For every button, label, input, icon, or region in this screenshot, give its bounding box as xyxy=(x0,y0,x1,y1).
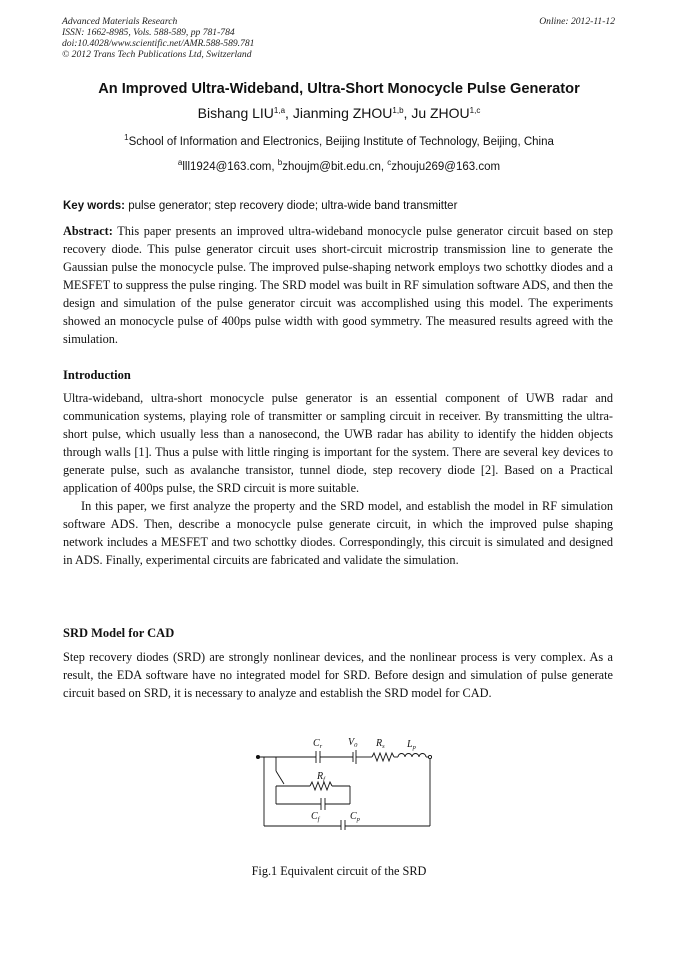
email-address[interactable]: zhoujm@bit.edu.cn xyxy=(282,161,381,173)
rs-label: $R_s$ xyxy=(376,738,385,750)
paper-title: An Improved Ultra-Wideband, Ultra-Short Monocycle Pulse Generator xyxy=(98,81,580,97)
author-sup: 1,c xyxy=(469,106,481,115)
rf-resistor xyxy=(310,782,332,790)
email-sup: a xyxy=(177,158,183,167)
email-sup: b xyxy=(277,158,283,167)
affiliation-text: School of Information and Electronics, Beijing Institute of Technology, Beijing, China xyxy=(128,136,554,148)
journal-name: Advanced Materials Research xyxy=(62,16,178,27)
author-sup: 1,b xyxy=(392,106,404,115)
rs-resistor xyxy=(372,753,394,761)
author-name: Jianming ZHOU xyxy=(292,105,393,121)
keywords xyxy=(63,200,457,212)
email-sup: c xyxy=(387,158,392,167)
abstract xyxy=(63,222,613,348)
cr-label: $C_r$ xyxy=(313,738,323,750)
online-date: Online: 2012-11-12 xyxy=(539,16,615,27)
rf-label: $R_f$ xyxy=(317,771,325,783)
issn: ISSN: 1662-8985, Vols. 588-589, pp 781-784 xyxy=(62,27,235,38)
author-name: Ju ZHOU xyxy=(411,105,470,121)
switch-blade xyxy=(276,771,284,784)
author-sup: 1,a xyxy=(273,106,286,115)
copyright: © 2012 Trans Tech Publications Ltd, Switzerland xyxy=(62,49,252,60)
right-terminal xyxy=(428,755,431,758)
keywords-text: pulse generator; step recovery diode; ultra-wide band transmitter xyxy=(128,200,458,212)
srd-equivalent-circuit xyxy=(240,730,450,830)
srd-heading: SRD Model for CAD xyxy=(63,626,175,640)
author-list: Bishang LIU$^{1,a}$, Jianming ZHOU$^{1,b}$, Ju ZHOU$^{1,c}$ xyxy=(197,105,481,121)
introduction-paragraph-2: In this paper, we first analyze the property and the SRD model, and establish the model in RF simulation software ADS. Then, describe a monocycle pulse generate circuit, in which the improved pulse shaping network includes a MESFET and two schottky diodes. Correspondingly, this circuit is simulated and designed in ADS. Finally, experimental circuits are fabricated and validate the simulation. xyxy=(63,499,613,567)
email-list: $^a$lll1924@163.com, $^b$zhoujm@bit.edu.cn, $^c$zhouju269@163.com xyxy=(177,158,501,173)
introduction-body xyxy=(63,389,613,569)
email-address[interactable]: zhouju269@163.com xyxy=(391,161,501,173)
affiliation xyxy=(40,133,638,148)
figure-caption: Fig.1 Equivalent circuit of the SRD xyxy=(251,864,427,878)
abstract-text: This paper presents an improved ultra-wideband monocycle pulse generator circuit based on step recovery diode. This pulse generator circuit uses short-circuit microstrip transmission line to generate the Gaussian pulse the monocycle pulse. The improved pulse-shaping network employs two schottky diodes and a MESFET to suppress the pulse ringing. The SRD model was built in RF simulation software ADS, and then the design and simulation of the pulse generator circuit was accomplished using this model. The experiments showed an monocycle pulse of 400ps pulse width with good symmetry. The measured results agreed with the simulation. xyxy=(63,224,613,346)
left-terminal xyxy=(256,755,259,758)
cf-label: $C_f$ xyxy=(311,811,320,823)
lp-inductor xyxy=(398,754,426,758)
abstract-label: Abstract: xyxy=(63,224,113,238)
journal-meta xyxy=(62,16,254,60)
srd-body xyxy=(63,648,613,702)
author-name: Bishang LIU xyxy=(197,105,274,121)
keywords-label: Key words: xyxy=(63,200,125,212)
introduction-paragraph-1: Ultra-wideband, ultra-short monocycle pulse generator is an essential component of UWB radar and communication systems, playing role of transmitter or sampling circuit in receiver. By transmitting the ultra-short pulse, which usually less than a nanosecond, the UWB radar has ability to identify the hidden objects through walls [1]. Thus a pulse with little ringing is important for the system. There are several key devices to generate pulse, such as avalanche transistor, tunnel diode, step recovery diode [2]. Based on a Practical application of 400ps pulse, the SRD circuit is more suitable. xyxy=(63,391,613,495)
affiliation-sup: 1 xyxy=(124,133,129,142)
lp-label: $L_p$ xyxy=(407,739,416,751)
introduction-heading: Introduction xyxy=(63,368,131,382)
email-address[interactable]: lll1924@163.com xyxy=(182,161,272,173)
cp-label: $C_p$ xyxy=(350,811,360,823)
srd-paragraph-1: Step recovery diodes (SRD) are strongly nonlinear devices, and the nonlinear process is very complex. As a result, the EDA software have no integrated model for SRD. Before design and simulation of pulse generate circuit based on SRD, it is necessary to analyze and establish the SRD model for CAD. xyxy=(63,650,613,700)
v0-label: $V_0$ xyxy=(348,737,358,749)
doi[interactable]: doi:10.4028/www.scientific.net/AMR.588-589.781 xyxy=(62,38,255,49)
